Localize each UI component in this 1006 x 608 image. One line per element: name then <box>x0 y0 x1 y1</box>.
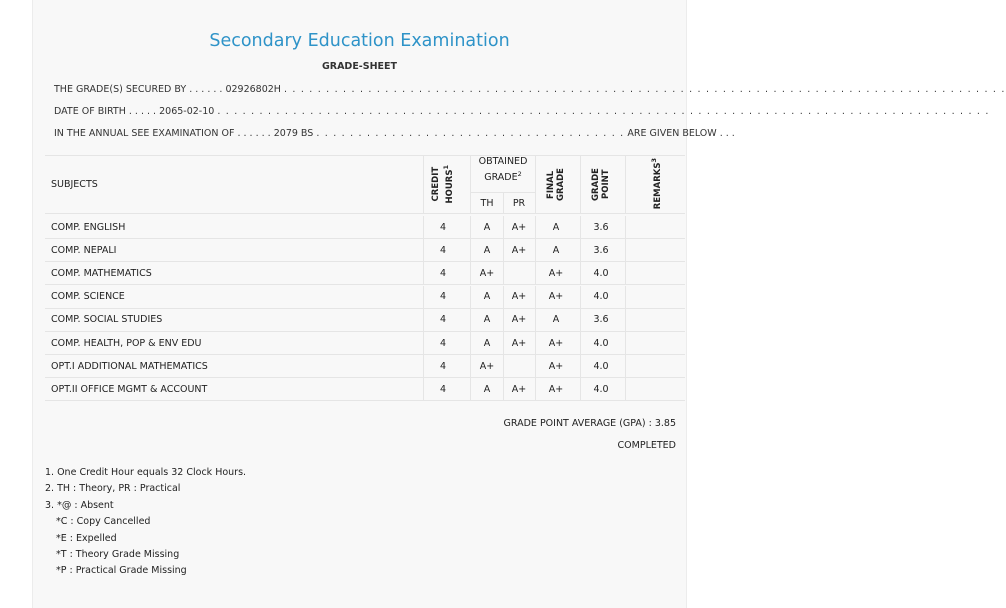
credit-cell: 4 <box>439 314 447 326</box>
credit-cell: 4 <box>439 360 447 372</box>
subject-cell: COMP. HEALTH, POP & ENV EDU <box>51 337 202 349</box>
footnote-item: 1. One Credit Hour equals 32 Clock Hours. <box>45 467 247 478</box>
final-grade-cell: A+ <box>548 337 564 349</box>
student-id: 02926802H <box>225 84 281 95</box>
pr-grade-cell: A+ <box>511 221 527 233</box>
col-final-grade: FINAL GRADE <box>546 167 566 201</box>
dob-label: DATE OF BIRTH . . . . . <box>54 106 157 117</box>
th-grade-cell: A+ <box>479 267 495 279</box>
exam-label: IN THE ANNUAL SEE EXAMINATION OF . . . . . . <box>54 128 271 139</box>
table-row <box>45 286 685 308</box>
pr-grade-cell <box>503 262 535 284</box>
pr-grade-cell: A+ <box>511 337 527 349</box>
final-grade-cell: A+ <box>548 291 564 303</box>
subject-cell: OPT.II OFFICE MGMT & ACCOUNT <box>51 383 208 395</box>
pr-grade-cell: A+ <box>511 314 527 326</box>
table-row <box>45 332 685 354</box>
table-header <box>45 155 685 213</box>
footnote-item: *T : Theory Grade Missing <box>56 549 180 561</box>
grade-point-cell: 4.0 <box>593 383 609 395</box>
table-row <box>45 355 685 377</box>
grade-point-cell: 4.0 <box>593 267 609 279</box>
grade-point-cell: 3.6 <box>593 244 609 256</box>
col-grade-point: GRADE POINT <box>591 167 611 201</box>
dot-leader: . . . . . . . . . . . . . . . . . . . . . . . . . . . . . . . . . . . . . . . . . . . . . . . . . . . . . . . . . . . . . . . . . . . . . . . . . . . . . . . . . . . . . . . . . . . . <box>217 106 990 117</box>
credit-cell: 4 <box>439 383 447 395</box>
th-grade-cell: A <box>483 291 491 303</box>
footnote-item: *E : Expelled <box>56 532 117 544</box>
completion-status: COMPLETED <box>617 440 676 451</box>
gpa-summary: GRADE POINT AVERAGE (GPA) : 3.85 <box>503 418 676 429</box>
final-grade-cell: A <box>552 221 560 233</box>
th-grade-cell: A <box>483 383 491 395</box>
final-grade-cell: A+ <box>548 360 564 372</box>
given-below-label: ARE GIVEN BELOW . . . <box>627 128 735 139</box>
col-remarks: REMARKS$^3$ <box>650 158 663 210</box>
credit-cell: 4 <box>439 291 447 303</box>
table-row <box>45 378 685 400</box>
table-row <box>45 216 685 238</box>
dot-leader: . . . . . . . . . . . . . . . . . . . . . . . . . . . . . . . . . . . . . <box>316 128 625 139</box>
subject-cell: OPT.I ADDITIONAL MATHEMATICS <box>51 360 208 372</box>
credit-cell: 4 <box>439 221 447 233</box>
info-line-student <box>54 83 1006 97</box>
pr-grade-cell <box>503 355 535 377</box>
th-grade-cell: A <box>483 337 491 349</box>
footnote-item: *P : Practical Grade Missing <box>56 565 187 577</box>
th-grade-cell: A <box>483 314 491 326</box>
final-grade-cell: A+ <box>548 383 564 395</box>
final-grade-cell: A <box>552 314 560 326</box>
table-row <box>45 262 685 284</box>
footnote-item: *C : Copy Cancelled <box>56 516 151 528</box>
th-grade-cell: A <box>483 221 491 233</box>
info-line-dob <box>54 105 990 119</box>
col-credit-hours: CREDIT HOURS$^1$ <box>431 164 455 204</box>
credit-cell: 4 <box>439 244 447 256</box>
dob-value: 2065-02-10 <box>159 106 215 117</box>
footnote-item: 3. *@ : Absent <box>45 499 114 511</box>
final-grade-cell: A+ <box>548 267 564 279</box>
subject-cell: COMP. ENGLISH <box>51 221 126 233</box>
grade-sheet <box>32 0 1006 608</box>
subject-cell: COMP. SCIENCE <box>51 291 125 303</box>
grades-secured-label: THE GRADE(S) SECURED BY . . . . . . <box>54 84 223 95</box>
subject-cell: COMP. NEPALI <box>51 244 117 256</box>
credit-cell: 4 <box>439 267 447 279</box>
pr-grade-cell: A+ <box>511 244 527 256</box>
col-obtained-grade: OBTAINED GRADE$^2$ <box>478 155 528 184</box>
col-pr: PR <box>512 197 526 209</box>
grade-point-cell: 4.0 <box>593 337 609 349</box>
grade-point-cell: 3.6 <box>593 221 609 233</box>
grade-point-cell: 4.0 <box>593 291 609 303</box>
grade-point-cell: 3.6 <box>593 314 609 326</box>
subject-cell: COMP. SOCIAL STUDIES <box>51 314 163 326</box>
pr-grade-cell: A+ <box>511 383 527 395</box>
col-th: TH <box>480 197 494 209</box>
dot-leader: . . . . . . . . . . . . . . . . . . . . . . . . . . . . . . . . . . . . . . . . . . . . . . . . . . . . . . . . . . . . . . . . . . . . . . . . . . . . . . . . . . . . . . <box>283 84 1006 95</box>
pr-grade-cell: A+ <box>511 291 527 303</box>
page-title: Secondary Education Examination <box>209 31 510 51</box>
table-row <box>45 239 685 261</box>
table-row <box>45 309 685 331</box>
footnotes <box>45 465 246 580</box>
final-grade-cell: A <box>552 244 560 256</box>
grade-point-cell: 4.0 <box>593 360 609 372</box>
sheet-subtitle: GRADE-SHEET <box>321 61 398 72</box>
info-line-exam <box>54 127 735 141</box>
credit-cell: 4 <box>439 337 447 349</box>
exam-year: 2079 BS <box>273 128 314 139</box>
col-subjects: SUBJECTS <box>51 178 98 190</box>
subject-cell: COMP. MATHEMATICS <box>51 267 152 279</box>
th-grade-cell: A+ <box>479 360 495 372</box>
footnote-item: 2. TH : Theory, PR : Practical <box>45 483 181 495</box>
th-grade-cell: A <box>483 244 491 256</box>
